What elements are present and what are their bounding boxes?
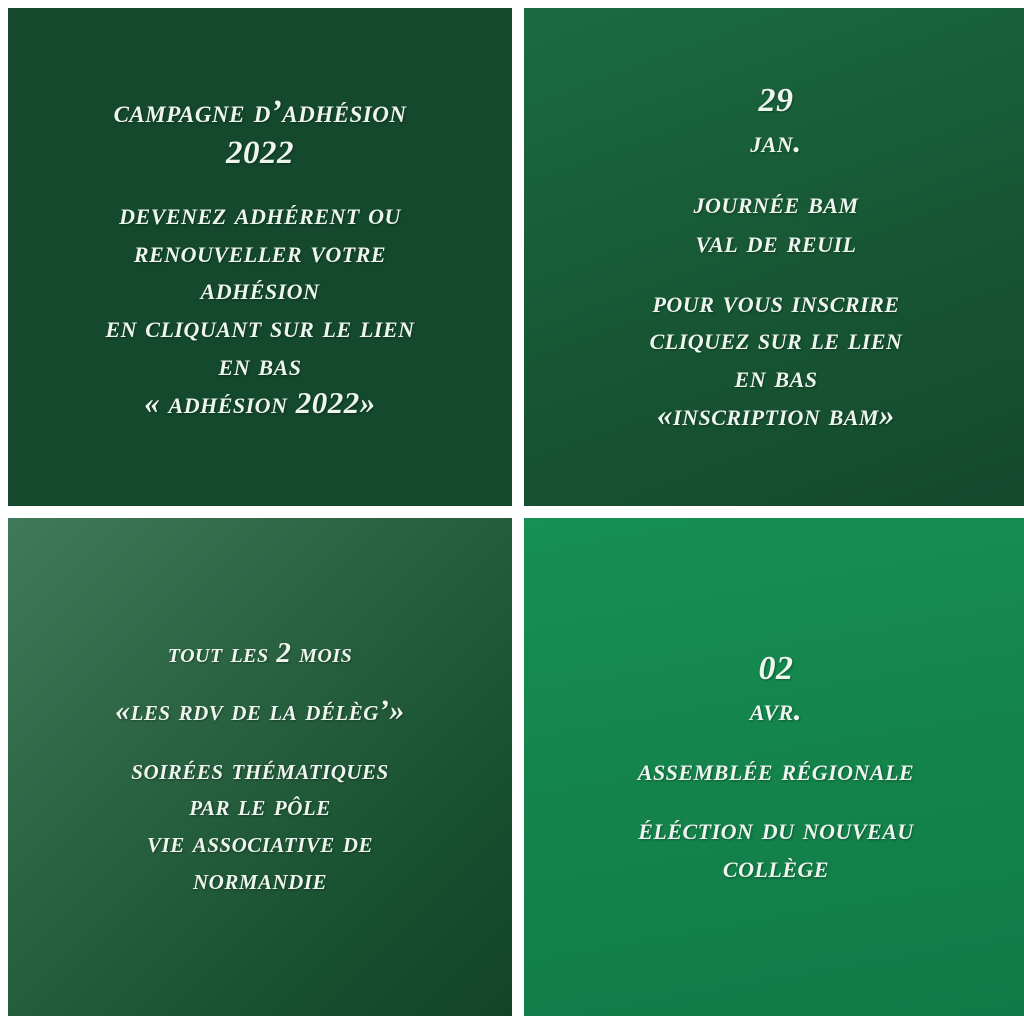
campaign-body-line-5: en bas (218, 347, 302, 383)
assemblee-event-line-1: assemblée régionale (637, 751, 915, 787)
bam-body-line-1: pour vous inscrire (652, 283, 900, 319)
assemblee-body-line-2: collège (722, 849, 830, 885)
panel-membership-campaign (8, 8, 512, 506)
campaign-body-line-4: en cliquant sur le lien (105, 309, 415, 345)
assemblee-date-day: 02 (758, 650, 794, 688)
rdv-frequency: tout les 2 mois (167, 636, 353, 669)
panel-journee-bam (524, 8, 1024, 506)
campaign-body-line-1: devenez adhérent ou (119, 195, 401, 231)
campaign-link-label[interactable]: « adhésion 2022» (144, 384, 376, 420)
bam-event-line-1: journée bam (693, 183, 859, 220)
rdv-body-line-3: vie associative de (147, 825, 373, 859)
bam-body-line-3: en bas (734, 359, 818, 395)
rdv-body-line-2: par le pôle (189, 789, 331, 823)
bam-link-label[interactable]: «inscription bam» (657, 397, 895, 433)
panel-rdv-deleg (8, 518, 512, 1016)
campaign-title-line-1: campagne d’adhésion (113, 94, 407, 131)
campaign-title-line-2: 2022 (226, 134, 294, 171)
rdv-name: «les rdv de la délèg’» (115, 694, 405, 728)
campaign-body-line-2: renouveller votre (133, 233, 387, 269)
rdv-body-line-4: normandie (192, 862, 328, 896)
bam-event-line-2: val de reuil (695, 222, 857, 259)
assemblee-body-line-1: éléction du nouveau (638, 811, 914, 847)
assemblee-date-month: avr. (749, 690, 803, 727)
bam-date-month: jan. (750, 122, 802, 159)
panel-assemblee-regionale (524, 518, 1024, 1016)
bam-date-day: 29 (758, 82, 794, 120)
bam-body-line-2: cliquez sur le lien (649, 321, 903, 357)
campaign-body-line-3: adhésion (200, 271, 320, 307)
rdv-body-line-1: soirées thématiques (131, 752, 389, 786)
